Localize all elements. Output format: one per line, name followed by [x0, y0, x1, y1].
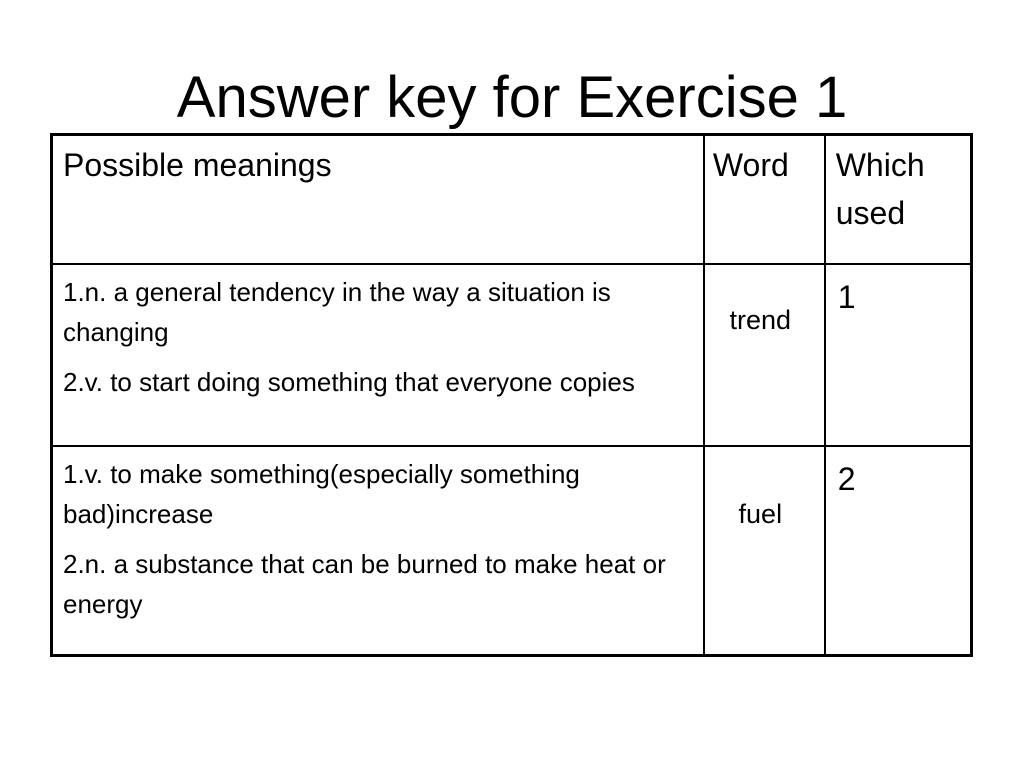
which-used-cell: 1: [825, 264, 972, 446]
meaning-2: 2.v. to start doing something that everyone copies: [63, 366, 635, 397]
meaning-1: 1.v. to make something(especially something bad)increase: [63, 458, 580, 529]
meanings-cell: [52, 446, 704, 656]
slide-title: Answer key for Exercise 1: [176, 65, 848, 130]
meaning-2: 2.n. a substance that can be burned to make heat or energy: [63, 548, 666, 619]
header-word: Word: [704, 135, 825, 264]
table-header-row: [52, 135, 972, 264]
which-used-cell: 2: [825, 446, 972, 656]
header-which-used: [825, 135, 972, 264]
header-which-used-line2: used: [835, 195, 906, 231]
word-cell: fuel: [704, 446, 825, 656]
header-which-used-line1: Which: [835, 147, 925, 183]
table-row: [52, 446, 972, 656]
answer-key-table: [50, 133, 973, 657]
header-possible-meanings: Possible meanings: [52, 135, 704, 264]
word-cell: trend: [704, 264, 825, 446]
meanings-cell: [52, 264, 704, 446]
table-row: [52, 264, 972, 446]
meaning-1: 1.n. a general tendency in the way a situation is changing: [63, 276, 611, 347]
